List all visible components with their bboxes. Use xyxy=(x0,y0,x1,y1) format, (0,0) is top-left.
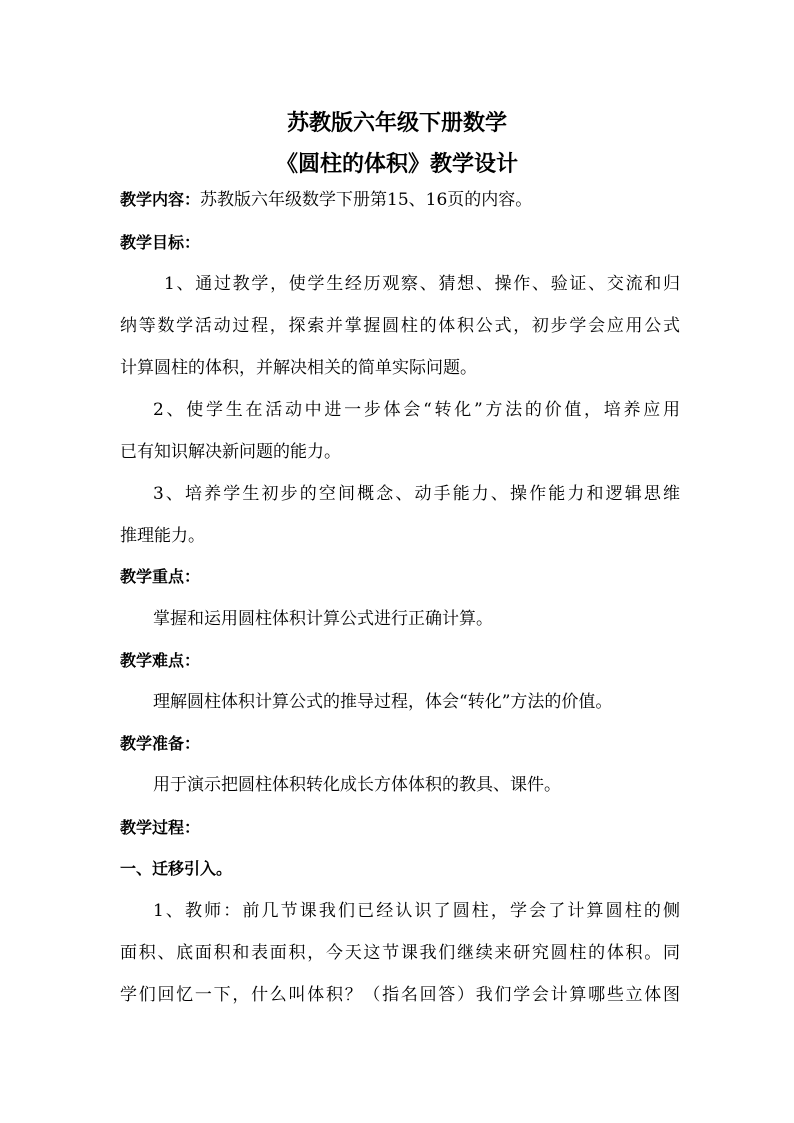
key-points-label: 教学重点： xyxy=(120,567,201,586)
goal-2-line-2: 已有知识解决新问题的能力。 xyxy=(120,442,341,462)
teaching-goals-label: 教学目标： xyxy=(120,233,201,252)
preparation-label: 教学准备： xyxy=(120,734,201,753)
goal-3-line-1: 3、培养学生初步的空间概念、动手能力、操作能力和逻辑思维 xyxy=(153,484,680,504)
difficulties-label: 教学难点： xyxy=(120,651,201,670)
teaching-content-line xyxy=(120,190,680,210)
section-1-heading: 一、迁移引入。 xyxy=(120,859,233,878)
preparation-text: 用于演示把圆柱体积转化成长方体体积的教具、课件。 xyxy=(153,775,561,795)
process-label: 教学过程： xyxy=(120,818,201,837)
difficulties-text: 理解圆柱体积计算公式的推导过程，体会“转化”方法的价值。 xyxy=(153,692,613,712)
section-1-line-2: 面积、底面积和表面积，今天这节课我们继续来研究圆柱的体积。同 xyxy=(120,943,680,963)
goal-1-line-3: 计算圆柱的体积，并解决相关的简单实际问题。 xyxy=(120,358,477,378)
teaching-content-label: 教学内容： xyxy=(120,190,201,209)
section-1-line-1: 1、教师：前几节课我们已经认识了圆柱，学会了计算圆柱的侧 xyxy=(153,901,680,921)
document-subtitle: 《圆柱的体积》教学设计 xyxy=(275,151,518,177)
goal-1-line-2: 纳等数学活动过程，探索并掌握圆柱的体积公式，初步学会应用公式 xyxy=(120,316,680,336)
goal-3-line-2: 推理能力。 xyxy=(120,526,205,546)
section-1-line-3: 学们回忆一下，什么叫体积？（指名回答）我们学会计算哪些立体图 xyxy=(120,985,680,1005)
goal-1-line-1: 1、通过教学，使学生经历观察、猜想、操作、验证、交流和归 xyxy=(164,274,680,294)
key-points-text: 掌握和运用圆柱体积计算公式进行正确计算。 xyxy=(153,609,493,629)
document-title: 苏教版六年级下册数学 xyxy=(286,110,507,136)
goal-2-line-1: 2、使学生在活动中进一步体会“转化”方法的价值，培养应用 xyxy=(153,400,680,420)
teaching-content-text: 苏教版六年级数学下册第15、16页的内容。 xyxy=(200,190,533,210)
